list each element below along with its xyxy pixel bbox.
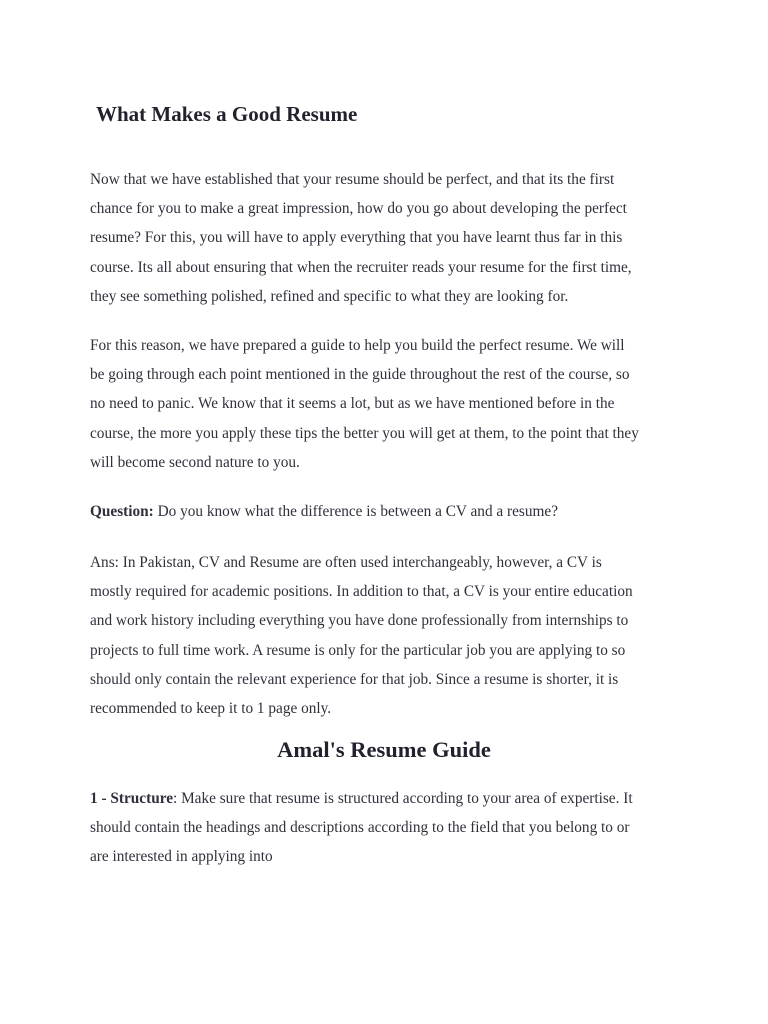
paragraph-line: Now that we have established that your resume should be perfect, and that its the first [90,171,615,188]
paragraph-line: Ans: In Pakistan, CV and Resume are often used interchangeably, however, a CV is [90,554,602,571]
paragraph-line: they see something polished, refined and specific to what they are looking for. [90,287,569,305]
page-title: What Makes a Good Resume [96,102,358,126]
question-line [90,497,690,526]
paragraph-line: mostly required for academic positions. In addition to that, a CV is your entire education [90,583,633,601]
paragraph-line: no need to panic. We know that it seems a lot, but as we have mentioned before in the [90,395,615,413]
structure-text: : Make sure that resume is structured according to your area of expertise. It [173,790,633,807]
guide-title: Amal's Resume Guide [277,737,491,762]
guide-intro-paragraph [90,331,690,477]
paragraph-line: be going through each point mentioned in the guide throughout the rest of the course, so [90,366,630,384]
structure-label: Structure [110,790,173,807]
question-paragraph [90,497,690,526]
paragraph-line: chance for you to make a great impression, how do you go about developing the perfect [90,200,627,218]
paragraph-line: projects to full time work. A resume is only for the particular job you are applying to so [90,641,626,659]
structure-number: 1 - [90,790,111,807]
intro-paragraph [90,165,690,311]
structure-paragraph [90,784,690,872]
structure-first-line [90,784,690,813]
paragraph-line: should contain the headings and descriptions according to the field that you belong to or [90,819,630,837]
paragraph-line: and work history including everything you have done professionally from internships to [90,612,629,630]
paragraph-line: will become second nature to you. [90,453,300,471]
question-text: Do you know what the difference is between a CV and a resume? [153,503,558,520]
answer-paragraph [90,548,690,723]
paragraph-line: are interested in applying into [90,848,273,866]
question-label: Question: [90,503,154,520]
paragraph-line: For this reason, we have prepared a guide to help you build the perfect resume. We will [90,337,625,354]
paragraph-line: course. Its all about ensuring that when the recruiter reads your resume for the first time, [90,258,632,276]
paragraph-line: resume? For this, you will have to apply everything that you have learnt thus far in this [90,229,623,247]
paragraph-line: recommended to keep it to 1 page only. [90,700,332,718]
paragraph-line: course, the more you apply these tips the better you will get at them, to the point that they [90,424,639,442]
paragraph-line: should only contain the relevant experience for that job. Since a resume is shorter, it is [90,670,619,688]
